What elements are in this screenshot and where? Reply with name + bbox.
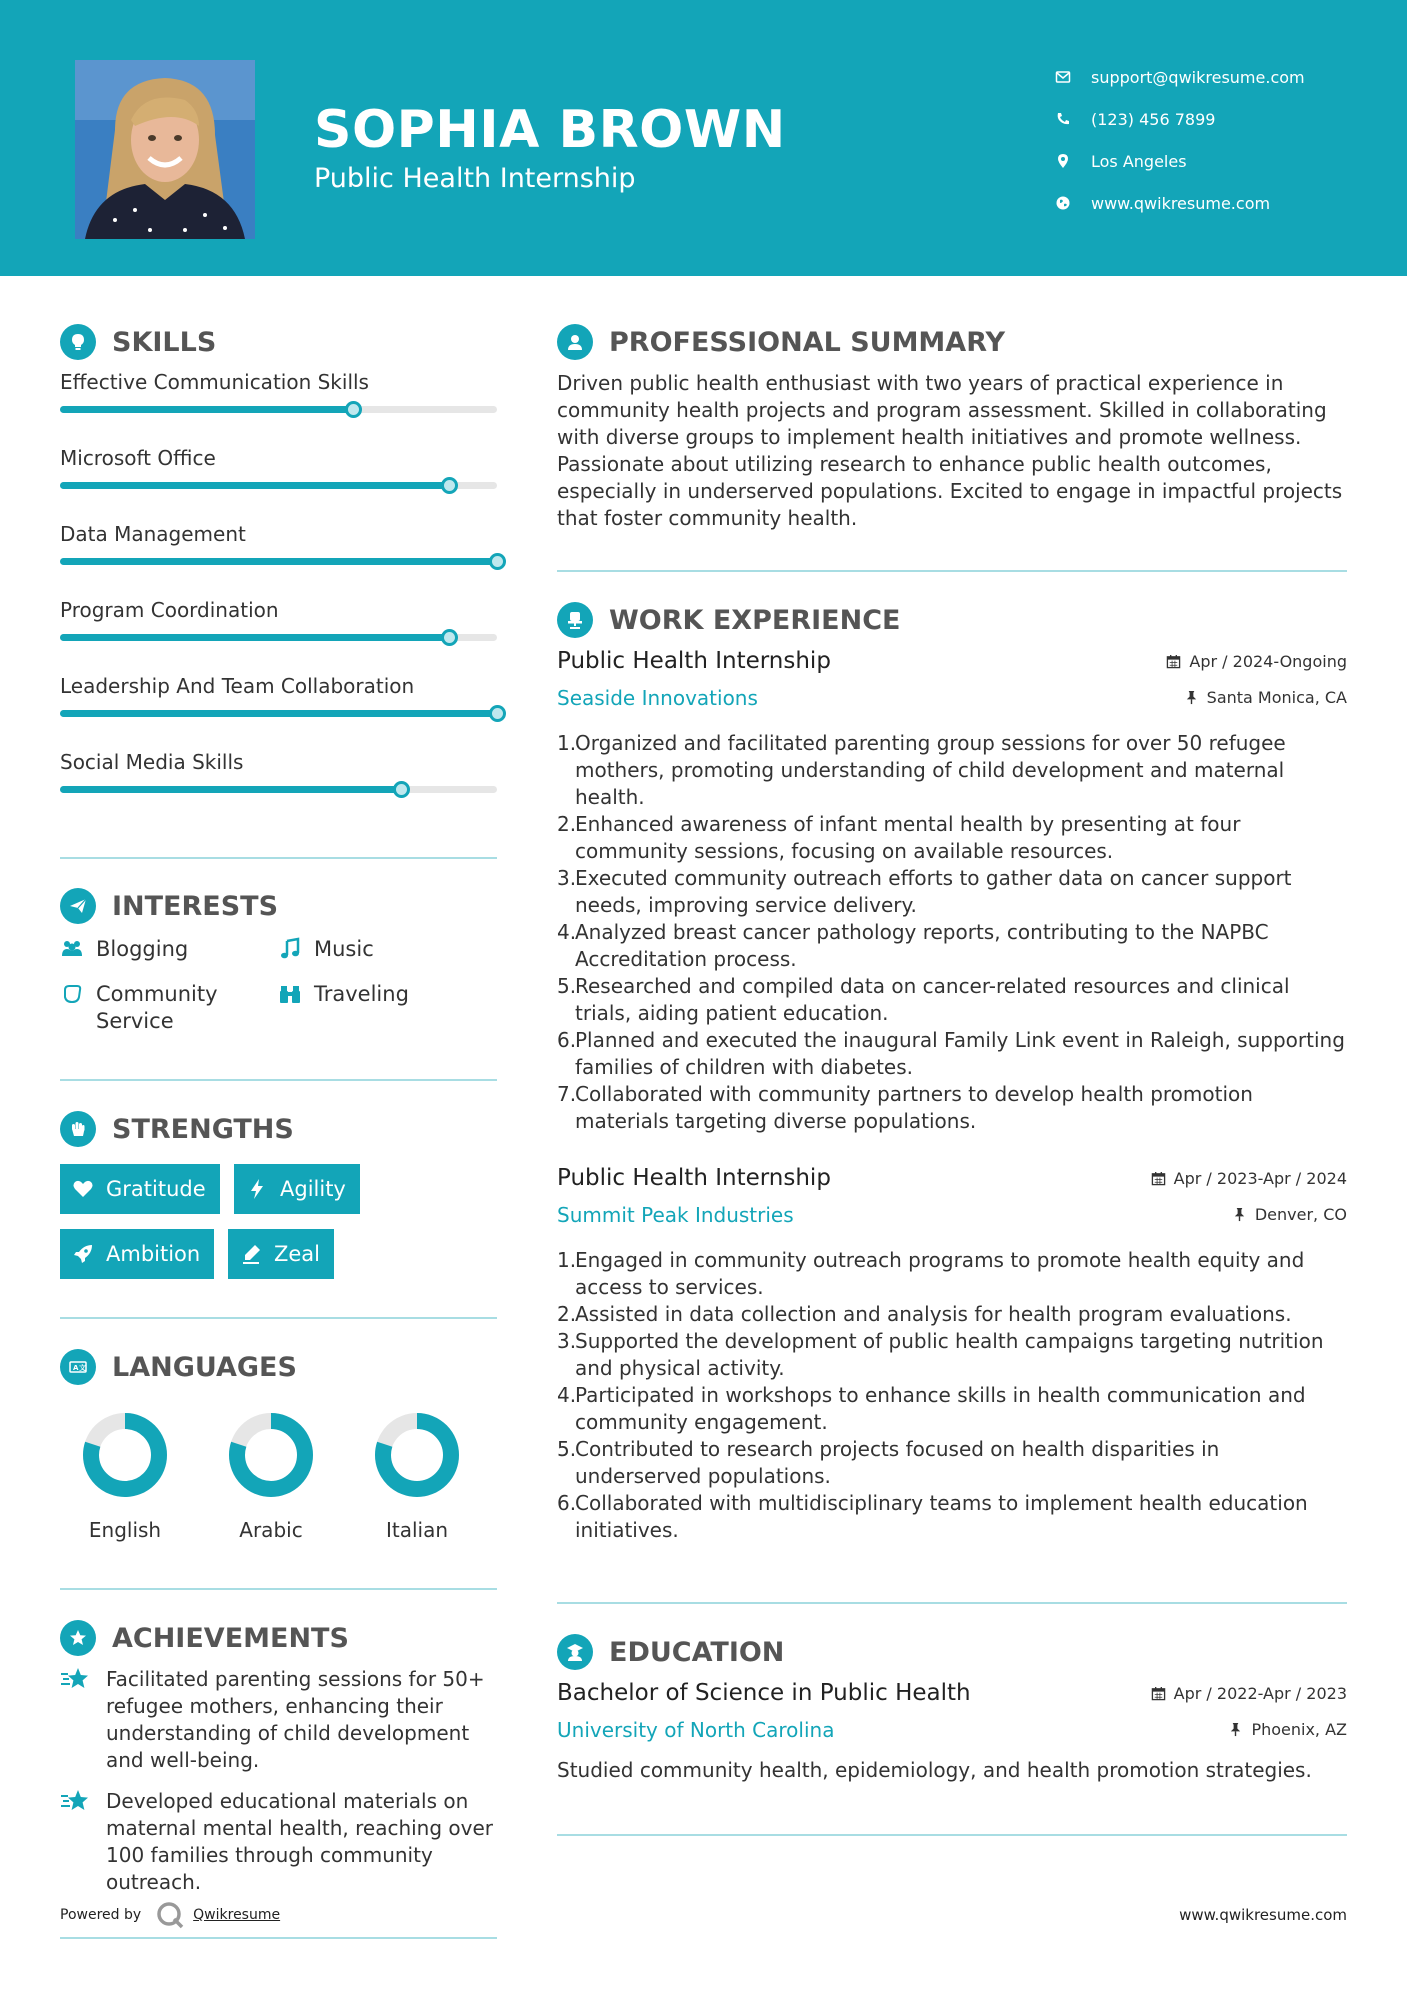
candidate-role: Public Health Internship xyxy=(314,163,636,194)
skill-bar-fill xyxy=(60,406,353,413)
skill-label: Program Coordination xyxy=(60,598,279,622)
calendar-icon xyxy=(1151,1686,1166,1701)
job-date-text: Apr / 2024-Ongoing xyxy=(1189,652,1347,671)
skill-item xyxy=(60,522,497,546)
summary-title: PROFESSIONAL SUMMARY xyxy=(609,326,1006,358)
skill-bar-knob xyxy=(489,553,506,570)
job-bullet: 5. Contributed to research projects focused on health disparities in underserved populations. xyxy=(557,1436,1347,1490)
resume-header xyxy=(0,0,1407,276)
job-bullet: 4. Analyzed breast cancer pathology reports, contributing to the NAPBC Accreditation process. xyxy=(557,919,1347,973)
education-description: Studied community health, epidemiology, and health promotion strategies. xyxy=(557,1758,1312,1782)
skill-label: Leadership And Team Collaboration xyxy=(60,674,415,698)
lightbulb-icon xyxy=(60,324,96,360)
job-bullet-text: Executed community outreach efforts to gather data on cancer support needs, improving service delivery. xyxy=(575,866,1292,917)
skill-label: Social Media Skills xyxy=(60,750,244,774)
skill-bar-track xyxy=(60,710,497,717)
strength-label: Agility xyxy=(280,1177,346,1201)
contact-location-text: Los Angeles xyxy=(1091,151,1187,171)
user-icon xyxy=(557,324,593,360)
strengths-heading xyxy=(60,1109,497,1149)
job-bullet: 3. Supported the development of public health campaigns targeting nutrition and physical activity. xyxy=(557,1328,1347,1382)
skill-bar-knob xyxy=(489,705,506,722)
strength-tag xyxy=(234,1164,360,1214)
language-label: Arabic xyxy=(239,1518,303,1542)
job-bullet-text: Engaged in community outreach programs to promote health equity and access to services. xyxy=(575,1248,1305,1299)
strength-label: Gratitude xyxy=(106,1177,206,1201)
qwikresume-logo-icon xyxy=(155,1900,185,1930)
skill-item xyxy=(60,674,497,698)
job-date xyxy=(1166,652,1347,671)
strengths-title: STRENGTHS xyxy=(112,1113,294,1145)
summary-section xyxy=(557,322,1347,362)
contact-location xyxy=(1055,140,1305,182)
skills-heading xyxy=(60,322,497,362)
job-bullet: 6. Collaborated with multidisciplinary teams to implement health education initiatives. xyxy=(557,1490,1347,1544)
achievement-text: Developed educational materials on maternal mental health, reaching over 100 families through community outreach. xyxy=(106,1789,494,1894)
job-entry xyxy=(557,1165,1347,1585)
heart-icon xyxy=(72,1178,94,1200)
summary-heading xyxy=(557,322,1347,362)
language-donut xyxy=(372,1410,462,1500)
contact-email[interactable] xyxy=(1055,56,1305,98)
strength-tag xyxy=(228,1229,334,1279)
phone-icon xyxy=(1055,111,1071,127)
job-bullet: 4. Participated in workshops to enhance skills in health communication and community engagement. xyxy=(557,1382,1347,1436)
interest-label: Community Service xyxy=(96,982,218,1033)
section-divider xyxy=(60,857,497,859)
section-divider xyxy=(557,570,1347,572)
contact-email-text: support@qwikresume.com xyxy=(1091,67,1305,87)
fist-icon xyxy=(60,1111,96,1147)
skill-bar-knob xyxy=(441,477,458,494)
skill-item xyxy=(60,370,497,394)
job-bullet-text: Collaborated with multidisciplinary teams to implement health education initiatives. xyxy=(575,1491,1308,1542)
interests-title: INTERESTS xyxy=(112,890,279,922)
job-bullet-text: Organized and facilitated parenting group sessions for over 50 refugee mothers, promoting understanding of child development and maternal health. xyxy=(575,731,1286,809)
job-bullet-text: Collaborated with community partners to develop health promotion materials targeting diverse populations. xyxy=(575,1082,1253,1133)
experience-title: WORK EXPERIENCE xyxy=(609,604,901,636)
interest-item xyxy=(60,936,188,963)
education-location-text: Phoenix, AZ xyxy=(1251,1720,1347,1739)
job-bullet: 7. Collaborated with community partners to develop health promotion materials targeting diverse populations. xyxy=(557,1081,1347,1135)
job-location-text: Denver, CO xyxy=(1254,1205,1347,1224)
job-bullet-text: Participated in workshops to enhance skills in health communication and community engagement. xyxy=(575,1383,1306,1434)
language-donut xyxy=(80,1410,170,1500)
skill-item xyxy=(60,446,497,470)
job-bullet-text: Analyzed breast cancer pathology reports, contributing to the NAPBC Accreditation process. xyxy=(575,920,1269,971)
job-bullet: 2. Enhanced awareness of infant mental health by presenting at four community sessions, focusing on available resources. xyxy=(557,811,1347,865)
job-bullet-text: Assisted in data collection and analysis for health program evaluations. xyxy=(575,1302,1292,1326)
skill-item xyxy=(60,750,497,774)
music-icon xyxy=(278,937,302,961)
job-bullet-text: Enhanced awareness of infant mental health by presenting at four community sessions, focusing on available resources. xyxy=(575,812,1241,863)
skill-label: Microsoft Office xyxy=(60,446,216,470)
translate-icon xyxy=(60,1349,96,1385)
interest-item xyxy=(278,981,409,1008)
candidate-name: SOPHIA BROWN xyxy=(314,100,786,160)
star-icon xyxy=(60,1666,92,1694)
education-title: EDUCATION xyxy=(609,1636,785,1668)
interest-label: Traveling xyxy=(314,982,409,1006)
job-date xyxy=(1151,1169,1347,1188)
education-date xyxy=(1151,1684,1347,1703)
section-divider xyxy=(557,1602,1347,1604)
skill-bar-fill xyxy=(60,710,497,717)
contact-phone[interactable] xyxy=(1055,98,1305,140)
binoculars-icon xyxy=(278,982,302,1006)
profile-photo xyxy=(75,60,255,239)
job-bullet-text: Contributed to research projects focused on health disparities in underserved populations. xyxy=(575,1437,1220,1488)
star-badge-icon xyxy=(60,1620,96,1656)
language-donut xyxy=(226,1410,316,1500)
education-location xyxy=(1228,1720,1347,1739)
job-date-text: Apr / 2023-Apr / 2024 xyxy=(1173,1169,1347,1188)
contact-list xyxy=(1055,56,1305,224)
skill-item xyxy=(60,598,497,622)
skills-section xyxy=(60,322,497,362)
svg-text:A: A xyxy=(73,1364,79,1372)
footer-website[interactable]: www.qwikresume.com xyxy=(1179,1906,1347,1924)
rocket-icon xyxy=(72,1243,94,1265)
section-divider xyxy=(60,1937,497,1939)
job-company: Summit Peak Industries xyxy=(557,1203,794,1227)
achievement-item xyxy=(60,1666,500,1774)
pushpin-icon xyxy=(1184,690,1199,705)
strength-label: Ambition xyxy=(106,1242,201,1266)
calendar-icon xyxy=(1151,1171,1166,1186)
contact-website[interactable] xyxy=(1055,182,1305,224)
graduate-icon xyxy=(557,1634,593,1670)
languages-section xyxy=(60,1347,497,1387)
section-divider xyxy=(60,1317,497,1319)
skill-bar-fill xyxy=(60,634,449,641)
education-heading xyxy=(557,1632,1347,1672)
skill-label: Effective Communication Skills xyxy=(60,370,369,394)
skill-bar-track xyxy=(60,406,497,413)
job-bullet: 1. Engaged in community outreach programs to promote health equity and access to services. xyxy=(557,1247,1347,1301)
language-item xyxy=(206,1410,336,1542)
skill-bar-fill xyxy=(60,558,497,565)
job-bullet: 5. Researched and compiled data on cancer-related resources and clinical trials, aiding patient education. xyxy=(557,973,1347,1027)
contact-website-text: www.qwikresume.com xyxy=(1091,193,1271,213)
language-item xyxy=(352,1410,482,1542)
skill-bar-track xyxy=(60,786,497,793)
language-item xyxy=(60,1410,190,1542)
job-bullet-text: Planned and executed the inaugural Family Link event in Raleigh, supporting families of children with diabetes. xyxy=(575,1028,1345,1079)
education-date-text: Apr / 2022-Apr / 2023 xyxy=(1173,1684,1347,1703)
strengths-section xyxy=(60,1109,497,1149)
svg-text:文: 文 xyxy=(79,1364,86,1372)
achievements-section xyxy=(60,1618,497,1658)
skill-bar-knob xyxy=(345,401,362,418)
pushpin-icon xyxy=(1232,1207,1247,1222)
globe-icon xyxy=(1055,195,1071,211)
job-location xyxy=(1232,1205,1347,1224)
bolt-icon xyxy=(246,1178,268,1200)
skill-bar-knob xyxy=(441,629,458,646)
achievement-item xyxy=(60,1788,500,1896)
education-section xyxy=(557,1632,1347,1672)
skill-bar-track xyxy=(60,558,497,565)
pushpin-icon xyxy=(1228,1722,1243,1737)
section-divider xyxy=(557,1834,1347,1836)
skill-label: Data Management xyxy=(60,522,246,546)
contact-phone-text: (123) 456 7899 xyxy=(1091,109,1216,129)
interest-item xyxy=(60,981,260,1035)
job-bullet: 6. Planned and executed the inaugural Family Link event in Raleigh, supporting families of children with diabetes. xyxy=(557,1027,1347,1081)
interests-section xyxy=(60,886,497,926)
language-label: Italian xyxy=(385,1518,449,1542)
job-bullet-text: Supported the development of public health campaigns targeting nutrition and physical activity. xyxy=(575,1329,1324,1380)
job-bullet: 2. Assisted in data collection and analysis for health program evaluations. xyxy=(557,1302,1292,1326)
job-title: Public Health Internship xyxy=(557,1165,831,1191)
job-bullet: 3. Executed community outreach efforts to gather data on cancer support needs, improving service delivery. xyxy=(557,865,1347,919)
job-bullets xyxy=(557,730,1347,1135)
achievement-text: Facilitated parenting sessions for 50+ refugee mothers, enhancing their understanding of child development and well-being. xyxy=(106,1667,485,1772)
envelope-icon xyxy=(1055,69,1071,85)
interest-label: Blogging xyxy=(96,937,189,961)
job-title: Public Health Internship xyxy=(557,648,831,674)
interests-heading xyxy=(60,886,497,926)
job-bullet-text: Researched and compiled data on cancer-related resources and clinical trials, aiding patient education. xyxy=(575,974,1290,1025)
pen-icon xyxy=(240,1243,262,1265)
section-divider xyxy=(60,1079,497,1081)
hand-icon xyxy=(60,982,84,1006)
skill-bar-track xyxy=(60,634,497,641)
skill-bar-knob xyxy=(393,781,410,798)
language-label: English xyxy=(88,1518,162,1542)
skills-title: SKILLS xyxy=(112,326,217,358)
job-bullet: 1. Organized and facilitated parenting group sessions for over 50 refugee mothers, promoting understanding of child development and maternal health. xyxy=(557,730,1347,811)
briefcase-chair-icon xyxy=(557,602,593,638)
strength-label: Zeal xyxy=(274,1242,321,1266)
languages-title: LANGUAGES xyxy=(112,1351,297,1383)
achievements-heading xyxy=(60,1618,497,1658)
strength-tag xyxy=(60,1229,214,1279)
map-pin-icon xyxy=(1055,153,1071,169)
skill-bar-fill xyxy=(60,786,401,793)
skill-bar-fill xyxy=(60,482,449,489)
footer-powered-by xyxy=(60,1900,280,1930)
experience-heading xyxy=(557,600,1347,640)
degree-title: Bachelor of Science in Public Health xyxy=(557,1680,971,1706)
section-divider xyxy=(60,1588,497,1590)
skill-bar-track xyxy=(60,482,497,489)
job-bullets xyxy=(557,1247,1347,1544)
job-location-text: Santa Monica, CA xyxy=(1206,688,1347,707)
qwikresume-link[interactable]: Qwikresume xyxy=(193,1907,281,1923)
achievements-title: ACHIEVEMENTS xyxy=(112,1622,349,1654)
job-company: Seaside Innovations xyxy=(557,686,758,710)
powered-by-label: Powered by xyxy=(60,1907,142,1923)
languages-heading xyxy=(60,1347,497,1387)
job-entry xyxy=(557,648,1347,1133)
star-icon xyxy=(60,1788,92,1816)
education-entry xyxy=(557,1680,1347,1790)
summary-text: Driven public health enthusiast with two years of practical experience in community health projects and program assessment. Skilled in collaborating with diverse groups to implement health initiatives and promote wellness. Passionate about utilizing research to enhance public health outcomes, especially in underserved populations. Excited to engage in impactful projects that foster community health. xyxy=(557,371,1343,530)
interest-label: Music xyxy=(314,937,374,961)
users-icon xyxy=(60,937,84,961)
job-location xyxy=(1184,688,1347,707)
experience-section xyxy=(557,600,1347,640)
school-name: University of North Carolina xyxy=(557,1718,835,1742)
calendar-icon xyxy=(1166,654,1181,669)
interest-item xyxy=(278,936,374,963)
paper-plane-icon xyxy=(60,888,96,924)
strength-tag xyxy=(60,1164,220,1214)
